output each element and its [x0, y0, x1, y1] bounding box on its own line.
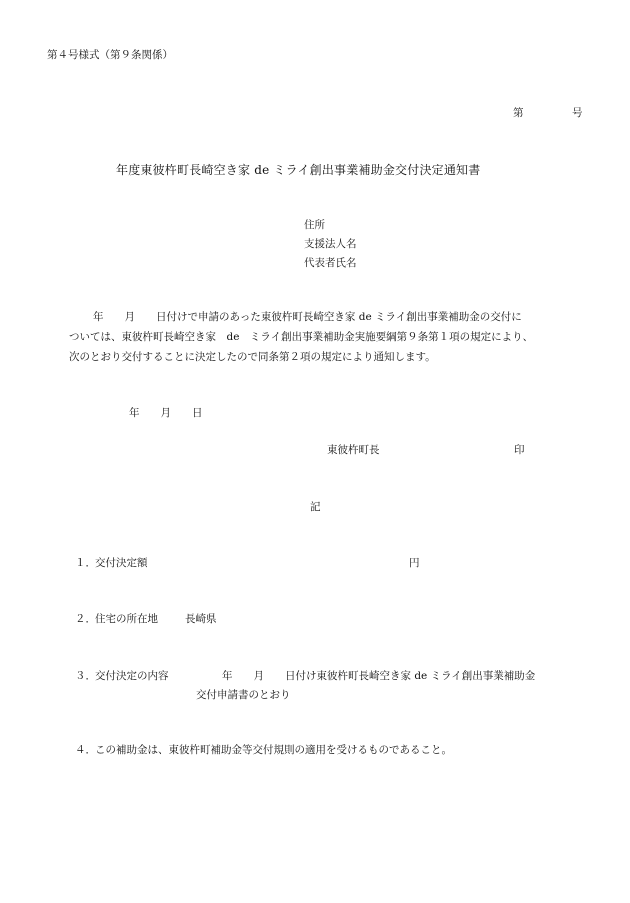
item-1-value: 円: [409, 557, 420, 569]
item-4: [75, 745, 452, 756]
item-2: [75, 614, 158, 625]
item-1-number: １．: [75, 557, 96, 569]
body-line-2: ついては、東彼杵町長崎空き家 de ミライ創出事業補助金実施要綱第９条第１項の規定により、: [69, 331, 534, 343]
item-2-label: 住宅の所在地: [95, 613, 158, 625]
document-title: 年度東彼杵町長崎空き家 de ミライ創出事業補助金交付決定通知書: [116, 163, 481, 177]
item-4-number: ４．: [75, 744, 96, 756]
item-4-label: この補助金は、東彼杵町補助金等交付規則の適用を受けるものであること。: [95, 744, 452, 756]
form-label: 第４号様式（第９条関係）: [47, 49, 173, 61]
issue-date: 年 月 日: [129, 407, 203, 419]
item-3-label: 交付決定の内容: [95, 670, 169, 682]
item-1-label: 交付決定額: [95, 557, 148, 569]
item-2-number: ２．: [75, 613, 96, 625]
item-3-number: ３．: [75, 670, 96, 682]
body-line-3: 次のとおり交付することに決定したので同条第２項の規定により通知します。: [69, 351, 436, 363]
addressee-corp-name: 支援法人名: [304, 238, 357, 250]
item-2-value: 長崎県: [185, 613, 217, 625]
addressee-address: 住所: [304, 219, 325, 231]
addressee-rep-name: 代表者氏名: [304, 257, 357, 269]
item-1: [75, 558, 148, 569]
doc-number-prefix: 第: [513, 107, 524, 119]
seal-mark: 印: [514, 444, 525, 456]
item-3-value: 年 月 日付け東彼杵町長崎空き家 de ミライ創出事業補助金: [222, 670, 536, 682]
item-3: [75, 671, 169, 682]
doc-number-suffix: 号: [572, 107, 583, 119]
body-line-1: 年 月 日付けで申請のあった東彼杵町長崎空き家 de ミライ創出事業補助金の交付に: [93, 311, 522, 323]
issuer-name: 東彼杵町長: [327, 444, 380, 456]
ki-heading: 記: [310, 501, 321, 513]
item-3-value-continued: 交付申請書のとおり: [196, 689, 291, 701]
